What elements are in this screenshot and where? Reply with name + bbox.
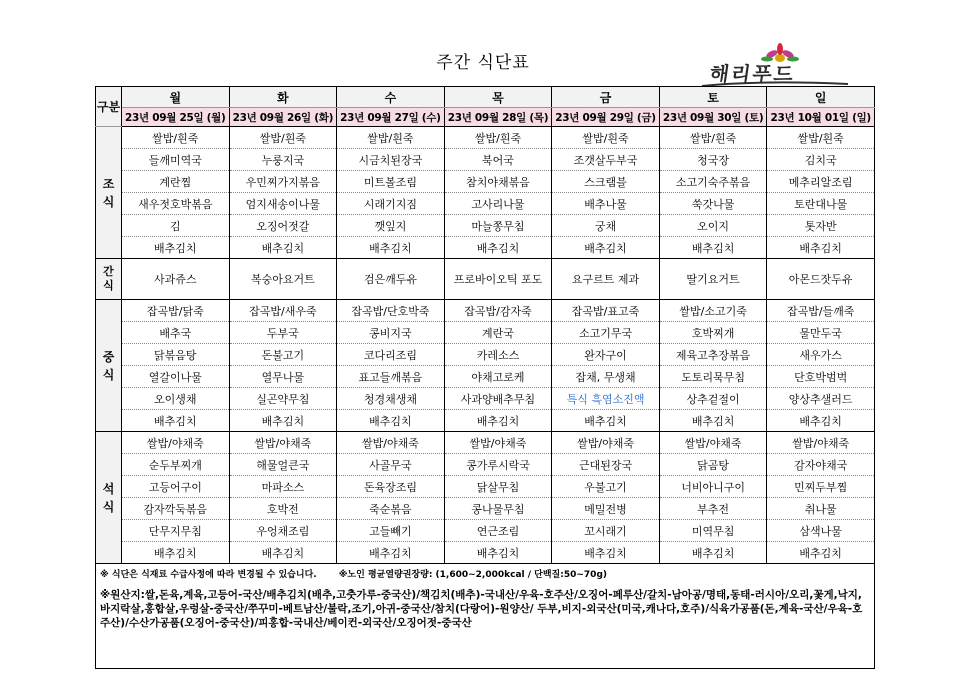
menu-cell: 단무지무침 [122, 520, 230, 542]
menu-cell: 실곤약무침 [229, 388, 337, 410]
menu-cell: 상추겉절이 [659, 388, 767, 410]
menu-cell: 배추김치 [552, 237, 660, 259]
menu-cell: 궁채 [552, 215, 660, 237]
menu-cell: 쌀밥/흰죽 [337, 127, 445, 149]
menu-cell: 잡곡밥/들깨죽 [767, 300, 875, 322]
menu-cell: 오징어젓갈 [229, 215, 337, 237]
menu-cell: 메추리알조림 [767, 171, 875, 193]
menu-cell: 마늘쫑무침 [444, 215, 552, 237]
menu-cell: 쌀밥/흰죽 [229, 127, 337, 149]
menu-cell: 쌀밥/야채죽 [229, 432, 337, 454]
menu-cell: 닭살무침 [444, 476, 552, 498]
menu-cell: 쌀밥/야채죽 [122, 432, 230, 454]
origin-info: ※원산지:쌀,돈육,계육,고등어-국산/배추김치(배추,고춧가루-중국산)/책김치(배추)-국내산/우육-호주산/오징어-페루산/갈치-남아공/명태,동태-러시아/오리,꽃게,낙지,바지락살,홍합살,우렁살-중국산/쭈꾸미-베트남산/불락,조기,아귀-중국산/참치(다랑어)-원양산/ 두부,비지-외국산(미국,캐나다,호주)/식육가공품(돈,계육-국산/우육-호주산)/수산가공품(오징어-중국산)/피홍합-국내산/베이컨-외국산/오징어젓-중국산 [96, 582, 875, 669]
menu-cell: 계란찜 [122, 171, 230, 193]
menu-change-note: ※ 식단은 식재료 수급사정에 따라 변경될 수 있습니다. [100, 569, 317, 580]
menu-cell: 딸기요거트 [659, 259, 767, 300]
menu-cell: 야채고로케 [444, 366, 552, 388]
menu-cell: 배추김치 [122, 410, 230, 432]
menu-cell: 톳자반 [767, 215, 875, 237]
menu-cell: 열무나물 [229, 366, 337, 388]
menu-cell: 배추김치 [444, 410, 552, 432]
menu-cell: 배추김치 [229, 237, 337, 259]
menu-cell: 돈불고기 [229, 344, 337, 366]
snack-section [96, 259, 875, 300]
table-row [96, 171, 875, 193]
menu-cell: 배추김치 [444, 237, 552, 259]
table-row [96, 344, 875, 366]
menu-cell: 부추전 [659, 498, 767, 520]
menu-cell: 완자구이 [552, 344, 660, 366]
menu-cell: 미트볼조림 [337, 171, 445, 193]
menu-cell: 배추김치 [122, 542, 230, 564]
table-row [96, 542, 875, 564]
menu-cell: 쌀밥/소고기죽 [659, 300, 767, 322]
menu-cell: 잡채, 무생채 [552, 366, 660, 388]
menu-cell: 청국장 [659, 149, 767, 171]
menu-cell: 참치야채볶음 [444, 171, 552, 193]
menu-cell: 쌀밥/야채죽 [552, 432, 660, 454]
table-row [96, 322, 875, 344]
menu-cell: 우민찌가지볶음 [229, 171, 337, 193]
menu-cell: 고들빼기 [337, 520, 445, 542]
menu-cell: 엄지새송이나물 [229, 193, 337, 215]
lunch-section [96, 300, 875, 432]
menu-cell: 복숭아요거트 [229, 259, 337, 300]
menu-cell: 호박전 [229, 498, 337, 520]
breakfast-section [96, 127, 875, 259]
menu-cell: 잡곡밥/표고죽 [552, 300, 660, 322]
menu-cell: 새우젓호박볶음 [122, 193, 230, 215]
date-header: 23년 10월 01일 (일) [767, 108, 875, 127]
menu-cell: 청경채생채 [337, 388, 445, 410]
menu-cell: 잡곡밥/닭죽 [122, 300, 230, 322]
menu-cell: 잡곡밥/감자죽 [444, 300, 552, 322]
menu-cell: 깻잎지 [337, 215, 445, 237]
menu-cell: 근대된장국 [552, 454, 660, 476]
menu-cell: 배추김치 [337, 542, 445, 564]
menu-cell: 메밀전병 [552, 498, 660, 520]
table-row [96, 149, 875, 171]
section-label-breakfast: 조식 [96, 127, 122, 259]
menu-cell: 프로바이오틱 포도 [444, 259, 552, 300]
menu-cell: 두부국 [229, 322, 337, 344]
menu-cell: 잡곡밥/단호박죽 [337, 300, 445, 322]
table-row [96, 237, 875, 259]
menu-cell: 코다리조림 [337, 344, 445, 366]
menu-cell: 시금치된장국 [337, 149, 445, 171]
menu-cell: 호박찌개 [659, 322, 767, 344]
section-label-lunch: 중식 [96, 300, 122, 432]
menu-cell: 누룽지국 [229, 149, 337, 171]
menu-cell: 쑥갓나물 [659, 193, 767, 215]
menu-cell: 돈육장조림 [337, 476, 445, 498]
menu-cell: 물만두국 [767, 322, 875, 344]
menu-cell: 배추김치 [337, 410, 445, 432]
menu-cell: 배추김치 [767, 542, 875, 564]
menu-cell: 쌀밥/흰죽 [552, 127, 660, 149]
menu-cell: 취나물 [767, 498, 875, 520]
menu-cell: 연근조림 [444, 520, 552, 542]
menu-cell: 배추김치 [659, 542, 767, 564]
menu-cell: 들깨미역국 [122, 149, 230, 171]
menu-cell: 소고기숙주볶음 [659, 171, 767, 193]
date-header: 23년 09월 27일 (수) [337, 108, 445, 127]
menu-cell: 단호박범벅 [767, 366, 875, 388]
menu-cell: 요구르트 제과 [552, 259, 660, 300]
menu-cell: 계란국 [444, 322, 552, 344]
menu-cell: 도토리묵무침 [659, 366, 767, 388]
day-header: 월 [122, 87, 230, 108]
menu-cell: 쌀밥/야채죽 [659, 432, 767, 454]
date-header: 23년 09월 29일 (금) [552, 108, 660, 127]
menu-cell: 오이생채 [122, 388, 230, 410]
menu-cell: 쌀밥/흰죽 [122, 127, 230, 149]
menu-cell: 배추김치 [337, 237, 445, 259]
menu-cell: 특식 흑염소진액 [552, 388, 660, 410]
menu-cell: 소고기무국 [552, 322, 660, 344]
menu-cell: 사골무국 [337, 454, 445, 476]
date-header: 23년 09월 26일 (화) [229, 108, 337, 127]
table-row [96, 193, 875, 215]
menu-cell: 닭곰탕 [659, 454, 767, 476]
menu-cell: 우불고기 [552, 476, 660, 498]
menu-cell: 쌀밥/야채죽 [337, 432, 445, 454]
day-header: 일 [767, 87, 875, 108]
table-row [96, 366, 875, 388]
menu-cell: 배추김치 [552, 542, 660, 564]
menu-cell: 제육고추장볶음 [659, 344, 767, 366]
menu-cell: 시래기지짐 [337, 193, 445, 215]
menu-cell: 양상추샐러드 [767, 388, 875, 410]
table-row [96, 259, 875, 300]
menu-cell: 배추김치 [659, 237, 767, 259]
menu-cell: 배추김치 [552, 410, 660, 432]
menu-cell: 삼색나물 [767, 520, 875, 542]
menu-cell: 배추김치 [229, 542, 337, 564]
date-header: 23년 09월 25일 (월) [122, 108, 230, 127]
menu-cell: 콩비지국 [337, 322, 445, 344]
section-label-snack: 간식 [96, 259, 122, 300]
menu-cell: 배추김치 [122, 237, 230, 259]
menu-cell: 콩나물무침 [444, 498, 552, 520]
menu-cell: 김치국 [767, 149, 875, 171]
menu-cell: 쌀밥/흰죽 [444, 127, 552, 149]
menu-cell: 순두부찌개 [122, 454, 230, 476]
menu-cell: 감자야채국 [767, 454, 875, 476]
menu-cell: 토란대나물 [767, 193, 875, 215]
menu-cell: 배추김치 [767, 410, 875, 432]
logo-text: 해리푸드 [708, 62, 797, 86]
menu-cell: 사과쥬스 [122, 259, 230, 300]
menu-cell: 쌀밥/야채죽 [767, 432, 875, 454]
menu-cell: 새우가스 [767, 344, 875, 366]
day-header: 목 [444, 87, 552, 108]
table-row [96, 410, 875, 432]
table-row [96, 388, 875, 410]
weekly-menu-table [95, 86, 875, 669]
table-row [96, 454, 875, 476]
day-header: 금 [552, 87, 660, 108]
menu-cell: 감자깍둑볶음 [122, 498, 230, 520]
menu-cell: 고사리나물 [444, 193, 552, 215]
menu-cell: 배추김치 [229, 410, 337, 432]
table-row [96, 498, 875, 520]
day-header: 화 [229, 87, 337, 108]
notes-row [96, 564, 875, 583]
menu-cell: 열갈이나물 [122, 366, 230, 388]
day-header: 수 [337, 87, 445, 108]
menu-cell: 민찌두부찜 [767, 476, 875, 498]
menu-cell: 배추김치 [444, 542, 552, 564]
menu-cell: 오이지 [659, 215, 767, 237]
menu-cell: 해물얼큰국 [229, 454, 337, 476]
menu-cell: 너비아니구이 [659, 476, 767, 498]
menu-cell: 사과양배추무침 [444, 388, 552, 410]
table-row [96, 476, 875, 498]
gubun-header: 구분 [96, 87, 122, 127]
menu-cell: 우엉채조림 [229, 520, 337, 542]
menu-cell: 콩가루시락국 [444, 454, 552, 476]
company-logo [700, 42, 860, 88]
menu-cell: 표고들깨볶음 [337, 366, 445, 388]
menu-cell: 미역무침 [659, 520, 767, 542]
table-row [96, 520, 875, 542]
table-row [96, 432, 875, 454]
section-label-dinner: 석식 [96, 432, 122, 564]
menu-cell: 마파소스 [229, 476, 337, 498]
dinner-section [96, 432, 875, 564]
calorie-note: ※노인 평균열량권장량: (1,600~2,000kcal / 단백질:50~70g) [338, 569, 607, 580]
table-row [96, 300, 875, 322]
menu-cell: 배추김치 [767, 237, 875, 259]
menu-cell: 죽순볶음 [337, 498, 445, 520]
menu-cell: 김 [122, 215, 230, 237]
page-title: 주간 식단표 [436, 53, 530, 73]
menu-cell: 쌀밥/흰죽 [659, 127, 767, 149]
menu-cell: 아몬드잣두유 [767, 259, 875, 300]
table-row [96, 127, 875, 149]
menu-cell: 쌀밥/야채죽 [444, 432, 552, 454]
menu-cell: 배추김치 [659, 410, 767, 432]
menu-cell: 스크램블 [552, 171, 660, 193]
menu-cell: 배추나물 [552, 193, 660, 215]
menu-cell: 잡곡밥/새우죽 [229, 300, 337, 322]
menu-cell: 닭볶음탕 [122, 344, 230, 366]
menu-cell: 고등어구이 [122, 476, 230, 498]
menu-cell: 검은깨두유 [337, 259, 445, 300]
table-row [96, 215, 875, 237]
menu-cell: 꼬시래기 [552, 520, 660, 542]
menu-cell: 조갯살두부국 [552, 149, 660, 171]
menu-cell: 쌀밥/흰죽 [767, 127, 875, 149]
date-header: 23년 09월 28일 (목) [444, 108, 552, 127]
menu-cell: 북어국 [444, 149, 552, 171]
menu-cell: 카레소스 [444, 344, 552, 366]
menu-cell: 배추국 [122, 322, 230, 344]
date-header: 23년 09월 30일 (토) [659, 108, 767, 127]
day-header: 토 [659, 87, 767, 108]
